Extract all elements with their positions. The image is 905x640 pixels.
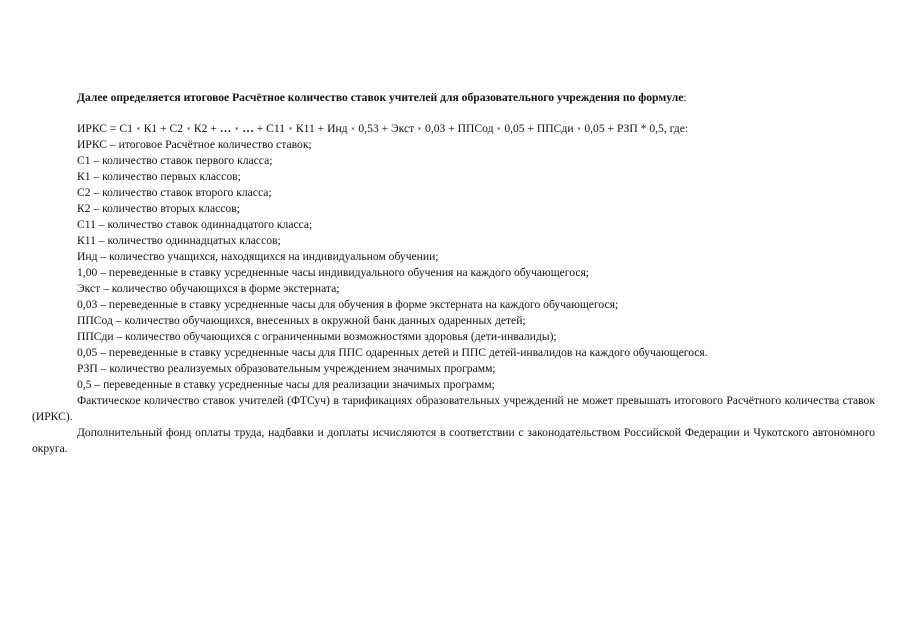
definition-line: ППСод – количество обучающихся, внесенных в окружной банк данных одаренных детей; <box>77 314 526 328</box>
definition-line: Инд – количество учащихся, находящихся на индивидуальном обучении; <box>77 250 439 264</box>
multiply-sign: ⁎ <box>288 126 292 133</box>
multiply-sign: ⁎ <box>235 126 239 133</box>
formula-line <box>77 121 875 137</box>
definition-line: 1,00 – переведенные в ставку усредненные часы индивидуального обучения на каждого обучающегося; <box>77 266 590 280</box>
definition-line: РЗП – количество реализуемых образовательным учреждением значимых программ; <box>77 362 496 376</box>
definitions-list <box>32 137 875 393</box>
definition-line: 0,05 – переведенные в ставку усредненные часы для ППС одаренных детей и ППС детей-инвалидов на каждого обучающегося. <box>77 346 708 360</box>
definition-line: С11 – количество ставок одиннадцатого класса; <box>77 218 313 232</box>
paragraph-actual-rates: Фактическое количество ставок учителей (ФТСуч) в тарификациях образовательных учреждений не может превышать итогового Расчётного количества ставок (ИРКС). <box>32 394 875 424</box>
formula-term-3: + С11 <box>256 122 286 135</box>
definition-line: С2 – количество ставок второго класса; <box>77 186 272 200</box>
multiply-sign: ⁎ <box>136 126 140 133</box>
formula-ellipsis: … <box>219 122 232 135</box>
definition-line: 0,5 – переведенные в ставку усредненные часы для реализации значимых программ; <box>77 378 495 392</box>
definition-line: ППСди – количество обучающихся с ограниченными возможностями здоровья (дети-инвалиды); <box>77 330 557 344</box>
multiply-sign: ⁎ <box>351 126 355 133</box>
definition-line: К2 – количество вторых классов; <box>77 202 240 216</box>
multiply-sign: ⁎ <box>497 126 501 133</box>
formula-lhs: ИРКС = С1 <box>77 122 133 135</box>
formula-term-4: К11 + Инд <box>295 122 348 135</box>
document-heading <box>77 90 875 106</box>
formula-term-2: К2 + <box>193 122 217 135</box>
definition-line: ИРКС – итоговое Расчётное количество ставок; <box>77 138 312 152</box>
definition-line: С1 – количество ставок первого класса; <box>77 154 273 168</box>
definition-line: 0,03 – переведенные в ставку усредненные часы для обучения в форме экстерната на каждого обучающегося; <box>77 298 619 312</box>
formula-term-6: 0,03 + ППСод <box>425 122 494 135</box>
definition-line: К1 – количество первых классов; <box>77 170 241 184</box>
formula-term-7: 0,05 + ППСди <box>504 122 574 135</box>
definition-line: К11 – количество одиннадцатых классов; <box>77 234 281 248</box>
multiply-sign: ⁎ <box>187 126 190 133</box>
definition-line: Экст – количество обучающихся в форме экстерната; <box>77 282 340 296</box>
document-body <box>32 90 875 457</box>
formula-ellipsis: … <box>242 122 254 135</box>
heading-colon: : <box>683 91 687 104</box>
heading-text: Далее определяется итоговое Расчётное количество ставок учителей для образовательного учреждения по формуле <box>77 91 684 104</box>
paragraph-additional-fund: Дополнительный фонд оплаты труда, надбавки и доплаты исчисляются в соответствии с законодательством Российской Федерации и Чукотского автономного округа. <box>32 426 875 456</box>
formula-term-8: 0,05 + РЗП * 0,5, где: <box>584 122 689 135</box>
formula-term-1: К1 + С2 <box>143 122 184 135</box>
multiply-sign: ⁎ <box>577 126 581 133</box>
formula-term-5: 0,53 + Экст <box>358 122 415 135</box>
multiply-sign: ⁎ <box>418 126 422 133</box>
